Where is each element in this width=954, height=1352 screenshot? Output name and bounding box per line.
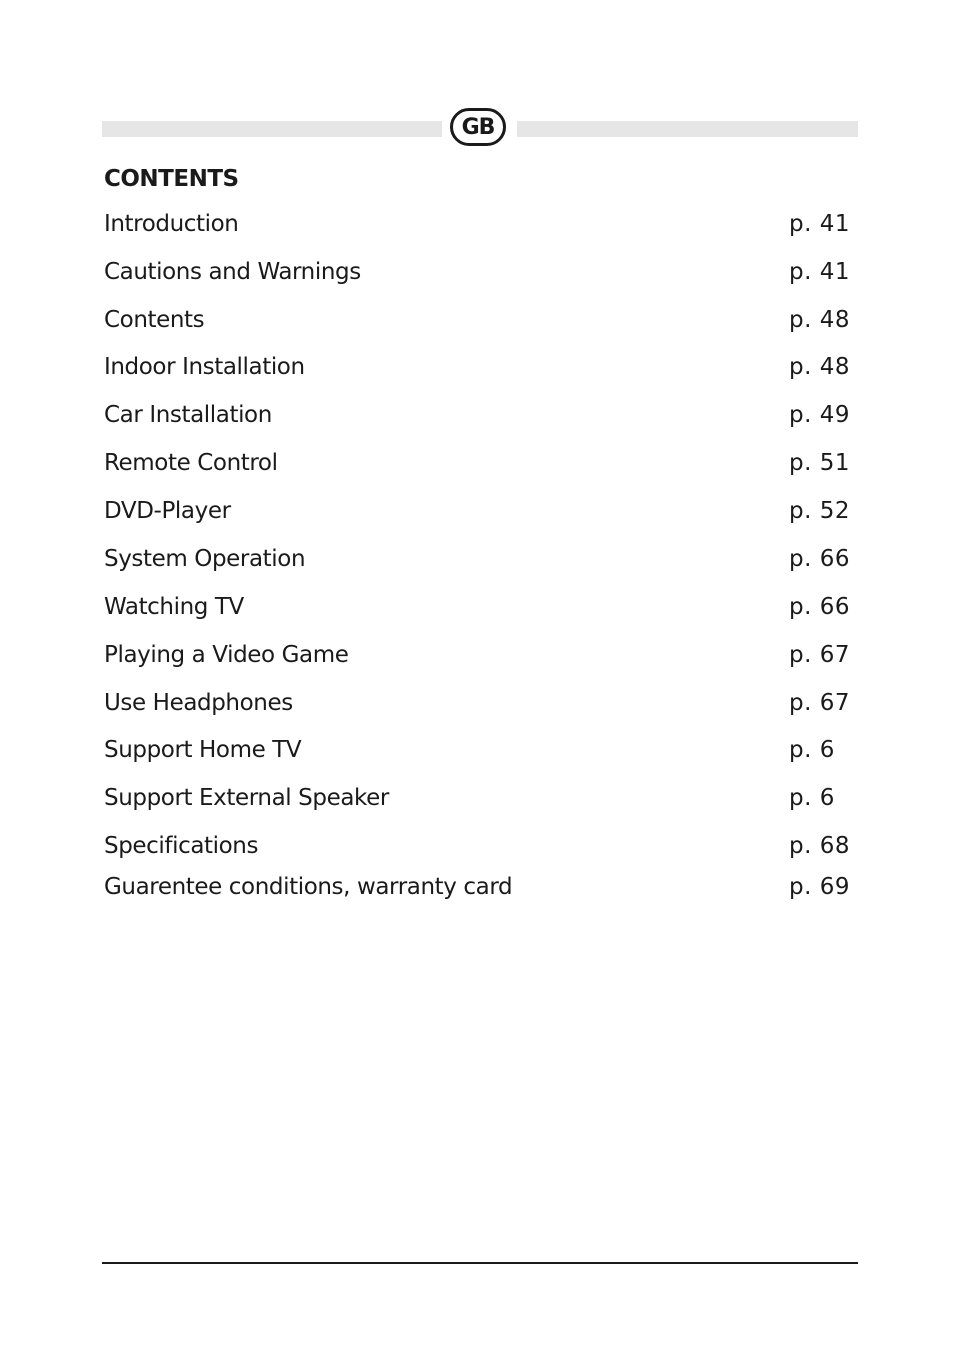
toc-entry — [104, 734, 848, 766]
toc-entry — [104, 495, 848, 527]
toc-entry-page: p. 49 — [789, 402, 850, 428]
toc-entry-title: Cautions and Warnings — [104, 259, 361, 285]
toc-entry — [104, 208, 848, 240]
toc-entry — [104, 399, 848, 431]
toc-entry — [104, 871, 848, 903]
contents-heading: CONTENTS — [104, 166, 239, 192]
toc-entry-page: p. 41 — [789, 211, 850, 237]
toc-entry-page: p. 48 — [789, 307, 850, 333]
toc-entry-page: p. 48 — [789, 354, 850, 380]
toc-entry — [104, 687, 848, 719]
toc-entry-title: Specifications — [104, 833, 259, 859]
toc-entry — [104, 351, 848, 383]
toc-entry-page: p. 67 — [789, 642, 850, 668]
toc-entry-page: p. 51 — [789, 450, 850, 476]
toc-entry-title: Use Headphones — [104, 690, 293, 716]
toc-entry — [104, 543, 848, 575]
footer-rule — [102, 1262, 858, 1264]
toc-entry — [104, 447, 848, 479]
toc-entry-title: Support Home TV — [104, 737, 302, 763]
toc-entry-title: Support External Speaker — [104, 785, 389, 811]
toc-entry-title: Watching TV — [104, 594, 244, 620]
toc-entry-title: DVD-Player — [104, 498, 231, 524]
toc-entry-title: Car Installation — [104, 402, 272, 428]
toc-entry-page: p. 41 — [789, 259, 850, 285]
toc-entry-page: p. 6 — [789, 785, 835, 811]
toc-entry-page: p. 67 — [789, 690, 850, 716]
toc-entry-title: Contents — [104, 307, 205, 333]
toc-entry-page: p. 66 — [789, 546, 850, 572]
toc-entry-title: Indoor Installation — [104, 354, 305, 380]
language-badge: GB — [450, 108, 506, 146]
toc-entry-title: System Operation — [104, 546, 306, 572]
toc-entry — [104, 782, 848, 814]
toc-entry-title: Playing a Video Game — [104, 642, 349, 668]
toc-entry-page: p. 6 — [789, 737, 835, 763]
toc-entry-page: p. 52 — [789, 498, 850, 524]
toc-entry — [104, 639, 848, 671]
toc-entry-title: Introduction — [104, 211, 239, 237]
header-bar-left — [102, 121, 442, 137]
toc-entry-title: Remote Control — [104, 450, 278, 476]
toc-entry — [104, 591, 848, 623]
header-bar-right — [517, 121, 858, 137]
toc-entry-page: p. 69 — [789, 874, 850, 900]
toc-entry-page: p. 68 — [789, 833, 850, 859]
toc-entry — [104, 256, 848, 288]
toc-entry — [104, 304, 848, 336]
toc-entry — [104, 830, 848, 862]
toc-entry-page: p. 66 — [789, 594, 850, 620]
toc-entry-title: Guarentee conditions, warranty card — [104, 874, 513, 900]
